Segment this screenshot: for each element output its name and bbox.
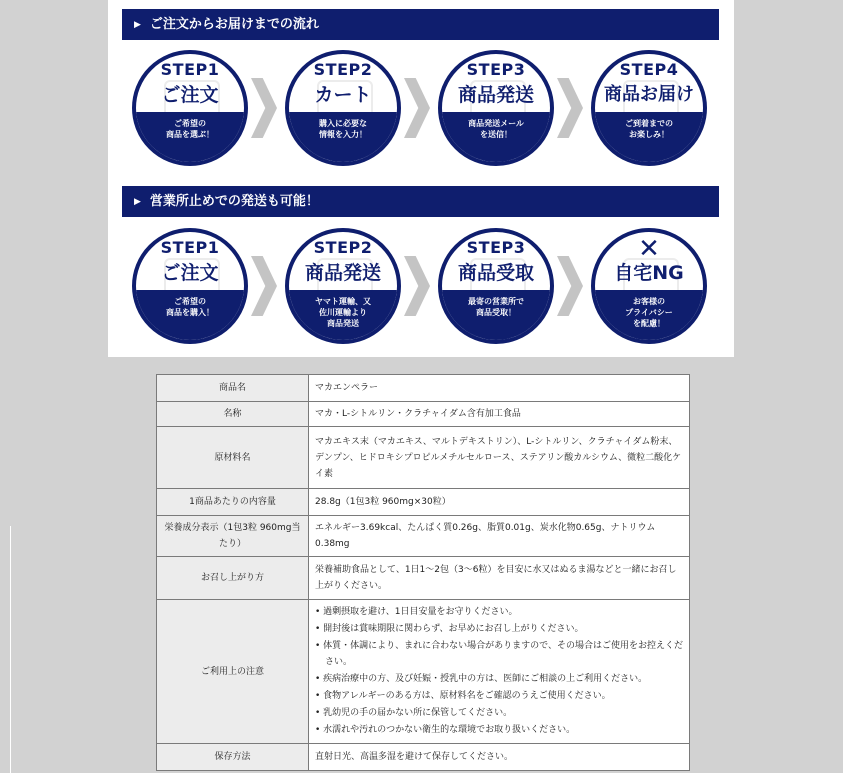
chevron-right-icon	[251, 256, 277, 316]
step-circle-delivery	[591, 50, 707, 166]
step-circle-shipping	[438, 50, 554, 166]
step-description-line: ご希望の	[174, 119, 206, 128]
spec-label: 名称	[157, 402, 309, 427]
step-title: 商品発送	[304, 262, 381, 284]
list-item: • 食物アレルギーのある方は、原材料名をご確認のうえご使用ください。	[315, 691, 611, 701]
section-heading-branch-pickup	[122, 186, 719, 217]
table-row	[157, 402, 690, 427]
step-title: 自宅NG	[614, 262, 684, 284]
list-item: • 乳幼児の手の届かない所に保管してください。	[315, 708, 513, 718]
step-description-line: 情報を入力！	[319, 130, 367, 139]
cross-mark-icon: ✕	[638, 234, 660, 264]
list-item: • 開封後は賞味期限に関わらず、お早めにお召し上がりください。	[315, 624, 584, 634]
step-number: STEP3	[466, 60, 526, 79]
chevron-right-icon	[404, 78, 430, 138]
spec-value: マカエキス末（マカエキス、マルトデキストリン）、L-シトルリン、クラチャイダム粉末、デンプン、ヒドロキシプロピルメチルセルロース、ステアリン酸カルシウム、微粒二酸化ケイ素	[309, 427, 690, 489]
step-description-line: ご到着までの	[625, 119, 673, 128]
step-number: STEP3	[466, 238, 526, 257]
step-description-line: お楽しみ！	[629, 130, 669, 139]
delivery-flow-steps	[108, 50, 734, 170]
caution-text: 水濡れや汚れのつかない衛生的な環境でお取り扱いください。	[323, 725, 576, 735]
spec-label: 栄養成分表示（1包3粒 960mg当たり）	[157, 516, 309, 557]
table-row	[157, 375, 690, 402]
step-number: STEP1	[160, 238, 220, 257]
step-description	[595, 112, 703, 162]
step-description-line: ヤマト運輸、又	[315, 297, 371, 306]
spec-label: ご利用上の注意	[157, 600, 309, 744]
spec-label: 原材料名	[157, 427, 309, 489]
caution-text: 過剰摂取を避け、1日目安量をお守りください。	[323, 607, 518, 617]
table-row	[157, 516, 690, 557]
step-description-line: お客様の	[633, 297, 665, 306]
page-divider-line	[10, 526, 11, 773]
caution-text: 開封後は賞味期限に関わらず、お早めにお召し上がりください。	[323, 624, 584, 634]
step-description	[289, 290, 397, 340]
chevron-right-icon	[557, 256, 583, 316]
step-title: 商品受取	[457, 262, 534, 284]
step-circle-order	[132, 228, 248, 344]
step-description	[136, 112, 244, 162]
step-description-line: 商品発送メール	[468, 119, 524, 128]
step-circle-cart	[285, 50, 401, 166]
spec-label: 商品名	[157, 375, 309, 402]
step-circle-shipping	[285, 228, 401, 344]
step-number: STEP2	[313, 238, 373, 257]
chevron-right-icon	[557, 78, 583, 138]
chevron-right-icon	[404, 256, 430, 316]
step-description	[136, 290, 244, 340]
step-number: STEP2	[313, 60, 373, 79]
section-heading-text: ご注文からお届けまでの流れ	[149, 17, 319, 32]
step-description-line: 商品を選ぶ！	[166, 130, 214, 139]
section-heading-text: 営業所止めでの発送も可能！	[149, 194, 319, 209]
spec-value: エネルギー3.69kcal、たんぱく質0.26g、脂質0.01g、炭水化物0.65g、ナトリウム0.38mg	[309, 516, 690, 557]
step-number: STEP1	[160, 60, 220, 79]
list-item: • 過剰摂取を避け、1日目安量をお守りください。	[315, 607, 518, 617]
step-description-line: を送信！	[480, 130, 512, 139]
chevron-right-icon	[251, 78, 277, 138]
step-description	[595, 290, 703, 340]
step-title: ご注文	[161, 84, 219, 106]
step-description-line: 佐川運輸より	[319, 308, 367, 317]
step-title: 商品お届け	[604, 84, 694, 105]
step-title: 商品発送	[457, 84, 534, 106]
step-circle-home-ng	[591, 228, 707, 344]
table-row	[157, 557, 690, 600]
step-description-line: 商品発送	[327, 319, 359, 328]
spec-value	[309, 600, 690, 744]
step-description-line: プライバシー	[625, 308, 673, 317]
spec-label: 1商品あたりの内容量	[157, 489, 309, 516]
section-heading-delivery-flow	[122, 9, 719, 40]
step-description-line: 商品を購入！	[166, 308, 214, 317]
step-circle-pickup	[438, 228, 554, 344]
caution-text: 乳幼児の手の届かない所に保管してください。	[323, 708, 513, 718]
step-circle-order	[132, 50, 248, 166]
spec-label: 保存方法	[157, 744, 309, 771]
caution-text: 食物アレルギーのある方は、原材料名をご確認のうえご使用ください。	[323, 691, 611, 701]
step-number: STEP4	[619, 60, 679, 79]
step-title: カート	[314, 84, 372, 106]
spec-value: マカエンペラー	[309, 375, 690, 402]
spec-value: マカ・L-シトルリン・クラチャイダム含有加工食品	[309, 402, 690, 427]
step-description	[289, 112, 397, 162]
step-description-line: ご希望の	[174, 297, 206, 306]
caution-list	[315, 604, 683, 738]
spec-label: お召し上がり方	[157, 557, 309, 600]
caution-text: 体質・体調により、まれに合わない場合がありますので、その場合はご使用をお控えください。	[323, 641, 683, 667]
table-row	[157, 489, 690, 516]
caution-text: 疾病治療中の方、及び妊娠・授乳中の方は、医師にご相談の上ご利用ください。	[323, 674, 648, 684]
triangle-right-icon: ▶	[134, 20, 141, 30]
list-item: • 疾病治療中の方、及び妊娠・授乳中の方は、医師にご相談の上ご利用ください。	[315, 674, 648, 684]
table-row	[157, 600, 690, 744]
flow-panel	[108, 0, 734, 357]
step-description	[442, 290, 550, 340]
branch-pickup-steps	[108, 228, 734, 348]
list-item: • 水濡れや汚れのつかない衛生的な環境でお取り扱いください。	[315, 725, 576, 735]
list-item: • 体質・体調により、まれに合わない場合がありますので、その場合はご使用をお控えください。	[315, 641, 683, 667]
step-description	[442, 112, 550, 162]
spec-value: 栄養補助食品として、1日1～2包（3～6粒）を目安に水又はぬるま湯などと一緒にお召し上がりください。	[309, 557, 690, 600]
table-row	[157, 427, 690, 489]
spec-value: 28.8g（1包3粒 960mg×30粒）	[309, 489, 690, 516]
triangle-right-icon: ▶	[134, 197, 141, 207]
step-description-line: 最寄の営業所で	[468, 297, 524, 306]
step-description-line: を配慮！	[633, 319, 665, 328]
spec-value: 直射日光、高温多湿を避けて保存してください。	[309, 744, 690, 771]
product-spec-table	[156, 374, 690, 771]
table-row	[157, 744, 690, 771]
step-title: ご注文	[161, 262, 219, 284]
step-description-line: 購入に必要な	[319, 119, 367, 128]
step-description-line: 商品受取！	[476, 308, 516, 317]
